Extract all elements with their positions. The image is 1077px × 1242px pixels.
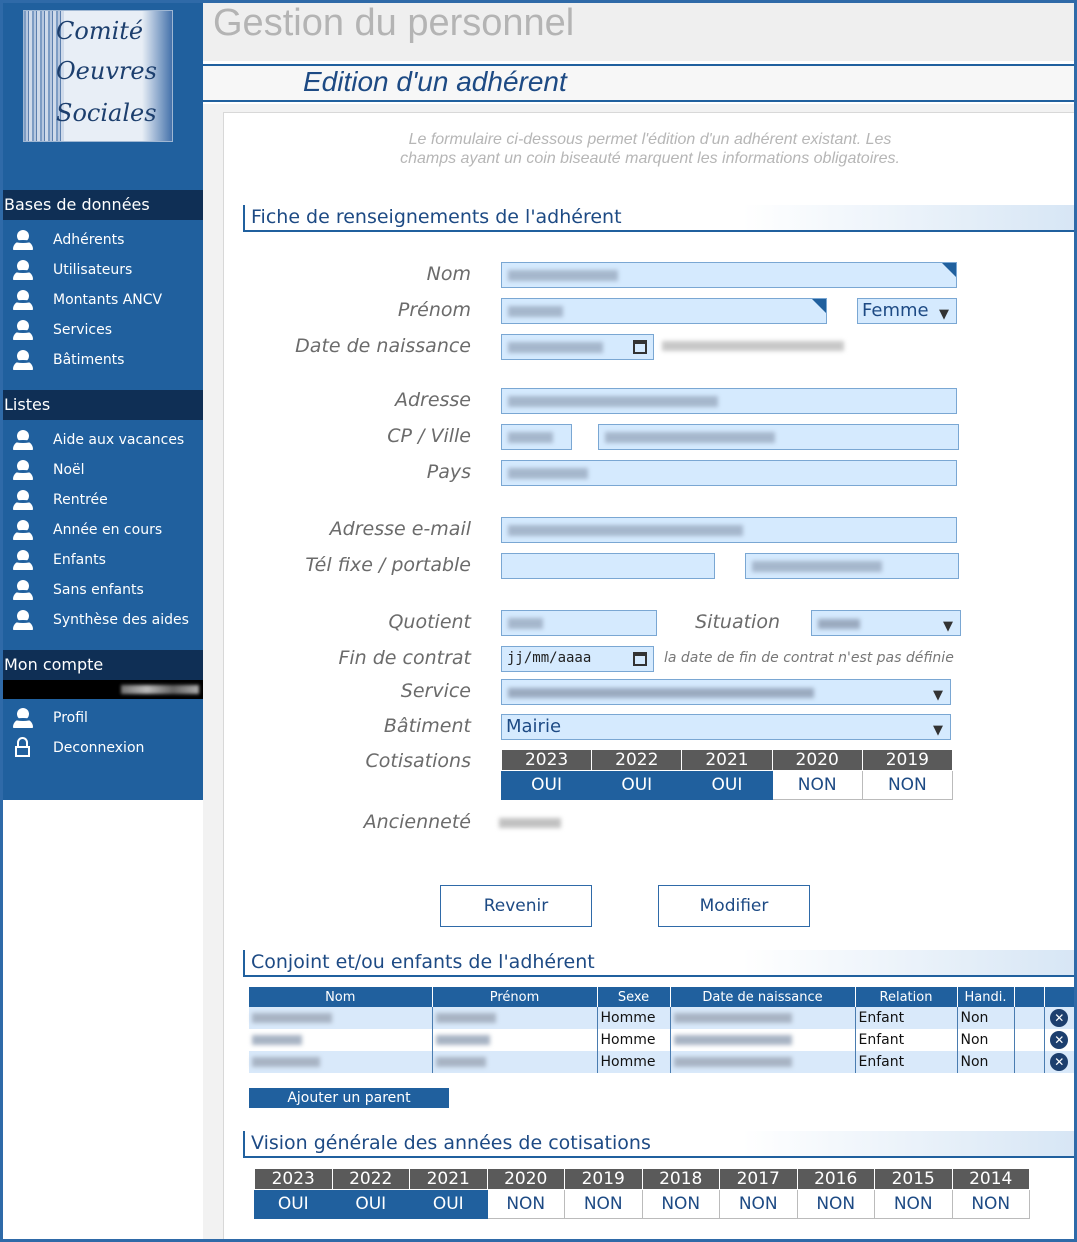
overview-value: OUI (255, 1190, 333, 1219)
sidebar-item-label: Utilisateurs (53, 262, 133, 278)
chevron-down-icon: ▼ (933, 688, 943, 703)
fin-contrat-placeholder: jj/mm/aaaa (507, 650, 592, 666)
batiment-value: Mairie (506, 716, 562, 737)
sidebar-item-label: Enfants (53, 552, 106, 568)
pays-field[interactable] (501, 460, 957, 486)
sidebar-item-label: Noël (53, 462, 85, 478)
user-icon (13, 289, 33, 311)
age-text-redacted (662, 341, 844, 351)
cell-empty (1014, 1007, 1044, 1029)
overview-year: 2022 (332, 1169, 410, 1190)
sidebar-item-label: Adhérents (53, 232, 125, 248)
cotisation-toggle[interactable]: NON (772, 771, 862, 800)
cell-delete (1044, 1029, 1074, 1051)
cell-relation: Enfant (855, 1051, 957, 1073)
anciennete-value-redacted (499, 818, 561, 828)
section-header-family: Conjoint et/ou enfants de l'adhérent (243, 950, 1074, 977)
sidebar-item-enfants[interactable] (3, 545, 203, 575)
overview-value: OUI (332, 1190, 410, 1219)
sidebar-item-adherents[interactable] (3, 225, 203, 255)
batiment-select[interactable] (501, 714, 951, 740)
cotisations-table (501, 749, 953, 800)
cp-field[interactable] (501, 424, 572, 450)
sidebar-item-label: Aide aux vacances (53, 432, 185, 448)
overview-value: NON (875, 1190, 953, 1219)
email-field[interactable] (501, 517, 957, 543)
overview-value: NON (952, 1190, 1030, 1219)
cell-prenom (432, 1051, 597, 1073)
cell-handi: Non (957, 1029, 1014, 1051)
chevron-down-icon: ▼ (939, 307, 949, 322)
table-row (249, 1029, 1074, 1051)
label-date-naissance: Date de naissance (295, 335, 471, 357)
sidebar-item-label: Sans enfants (53, 582, 144, 598)
label-nom: Nom (426, 263, 471, 285)
sidebar-item-label: Rentrée (53, 492, 108, 508)
label-quotient: Quotient (388, 611, 471, 633)
user-icon (13, 489, 33, 511)
table-row (249, 1007, 1074, 1029)
user-icon (13, 259, 33, 281)
overview-year: 2015 (875, 1169, 953, 1190)
sidebar-item-noel[interactable] (3, 455, 203, 485)
sidebar-item-synthese[interactable] (3, 605, 203, 635)
sidebar-item-services[interactable] (3, 315, 203, 345)
user-icon (13, 549, 33, 571)
sidebar-item-annee-en-cours[interactable] (3, 515, 203, 545)
column-header: Relation (855, 987, 957, 1007)
intro-text: Le formulaire ci-dessous permet l'édition d'un adhérent existant. Les champs ayant un coin biseauté marquent les informations obligatoires. (400, 131, 900, 167)
sidebar-item-label: Deconnexion (53, 740, 145, 756)
overview-year: 2014 (952, 1169, 1030, 1190)
ville-field[interactable] (598, 424, 959, 450)
tel-portable-field[interactable] (745, 553, 959, 579)
cotisation-year: 2020 (772, 750, 862, 771)
account-name-redacted (121, 685, 199, 694)
label-service: Service (400, 680, 471, 702)
family-table (249, 987, 1074, 1073)
cell-sexe: Homme (597, 1007, 670, 1029)
label-adresse: Adresse (394, 389, 471, 411)
situation-select[interactable] (811, 610, 961, 636)
overview-value: NON (642, 1190, 720, 1219)
sidebar-item-batiments[interactable] (3, 345, 203, 375)
column-header-actions (1044, 987, 1074, 1007)
delete-icon[interactable]: ✕ (1050, 1031, 1068, 1049)
user-icon (13, 459, 33, 481)
sidebar-item-profil[interactable] (3, 703, 203, 733)
cell-delete (1044, 1051, 1074, 1073)
add-parent-button[interactable]: Ajouter un parent (249, 1088, 449, 1108)
logo-line-3: Sociales (56, 99, 157, 127)
column-header: Prénom (432, 987, 597, 1007)
cell-empty (1014, 1029, 1044, 1051)
overview-year: 2017 (720, 1169, 798, 1190)
cotisation-toggle[interactable]: NON (862, 771, 952, 800)
cotisation-year: 2019 (862, 750, 952, 771)
lock-icon (13, 737, 33, 759)
cell-prenom (432, 1007, 597, 1029)
calendar-icon (633, 340, 647, 354)
cell-sexe: Homme (597, 1029, 670, 1051)
cell-nom (249, 1007, 432, 1029)
cotisation-toggle[interactable]: OUI (502, 771, 592, 800)
sidebar-item-sans-enfants[interactable] (3, 575, 203, 605)
tel-fixe-field[interactable] (501, 553, 715, 579)
user-icon (13, 229, 33, 251)
cell-prenom (432, 1029, 597, 1051)
page-title: Gestion du personnel (213, 2, 575, 44)
fin-contrat-field[interactable] (501, 646, 654, 672)
cell-relation: Enfant (855, 1029, 957, 1051)
user-icon (13, 349, 33, 371)
label-tel: Tél fixe / portable (305, 554, 471, 576)
sidebar-item-label: Profil (53, 710, 88, 726)
sexe-select[interactable] (857, 298, 957, 324)
label-cp-ville: CP / Ville (387, 425, 471, 447)
section-header-member: Fiche de renseignements de l'adhérent (243, 205, 1074, 232)
cell-empty (1014, 1051, 1044, 1073)
sidebar-item-label: Synthèse des aides (53, 612, 189, 628)
sidebar-item-aide-vacances[interactable] (3, 425, 203, 455)
back-button[interactable]: Revenir (440, 885, 592, 927)
sidebar-section-databases: Bases de données (3, 190, 203, 220)
adresse-field[interactable] (501, 388, 957, 414)
sidebar-section-account: Mon compte (3, 650, 203, 680)
cotisation-toggle[interactable]: OUI (592, 771, 682, 800)
logo (23, 10, 173, 142)
sidebar-item-label: Bâtiments (53, 352, 125, 368)
cell-sexe: Homme (597, 1051, 670, 1073)
user-icon (13, 579, 33, 601)
overview-year: 2019 (565, 1169, 643, 1190)
cotisation-toggle[interactable]: OUI (682, 771, 772, 800)
user-icon (13, 609, 33, 631)
service-select[interactable] (501, 679, 951, 705)
label-prenom: Prénom (397, 299, 471, 321)
sidebar-item-label: Montants ANCV (53, 292, 163, 308)
sidebar (3, 3, 203, 800)
prenom-field[interactable] (501, 298, 827, 324)
nom-field[interactable] (501, 262, 957, 288)
quotient-field[interactable] (501, 610, 657, 636)
cell-delete (1044, 1007, 1074, 1029)
logo-line-2: Oeuvres (56, 57, 157, 85)
label-cotisations: Cotisations (365, 750, 471, 772)
cell-date (670, 1051, 855, 1073)
chevron-down-icon: ▼ (933, 723, 943, 738)
sidebar-item-deconnexion[interactable] (3, 733, 203, 763)
column-header: Sexe (597, 987, 670, 1007)
sidebar-section-lists: Listes (3, 390, 203, 420)
column-header-empty (1014, 987, 1044, 1007)
calendar-icon (633, 652, 647, 666)
chevron-down-icon: ▼ (943, 619, 953, 634)
label-anciennete: Ancienneté (363, 811, 471, 833)
sidebar-item-utilisateurs[interactable] (3, 255, 203, 285)
overview-year: 2023 (255, 1169, 333, 1190)
user-icon (13, 319, 33, 341)
overview-year: 2018 (642, 1169, 720, 1190)
overview-year: 2016 (797, 1169, 875, 1190)
column-header: Handi. (957, 987, 1014, 1007)
overview-table (254, 1168, 1030, 1219)
label-email: Adresse e-mail (329, 518, 471, 540)
logo-line-1: Comité (56, 17, 144, 45)
sidebar-item-montants-ancv[interactable] (3, 285, 203, 315)
cotisation-year: 2023 (502, 750, 592, 771)
column-header: Nom (249, 987, 432, 1007)
label-fin-contrat: Fin de contrat (338, 647, 471, 669)
overview-value: OUI (410, 1190, 488, 1219)
date-naissance-field[interactable] (501, 334, 654, 360)
modify-button[interactable]: Modifier (658, 885, 810, 927)
sexe-value: Femme (862, 300, 929, 321)
table-row (249, 1051, 1074, 1073)
overview-value: NON (797, 1190, 875, 1219)
user-icon (13, 519, 33, 541)
overview-value: NON (487, 1190, 565, 1219)
cell-relation: Enfant (855, 1007, 957, 1029)
column-header: Date de naissance (670, 987, 855, 1007)
overview-value: NON (720, 1190, 798, 1219)
label-pays: Pays (426, 461, 471, 483)
overview-year: 2020 (487, 1169, 565, 1190)
sidebar-item-label: Année en cours (53, 522, 163, 538)
cell-nom (249, 1051, 432, 1073)
cell-handi: Non (957, 1007, 1014, 1029)
cell-date (670, 1007, 855, 1029)
cell-date (670, 1029, 855, 1051)
sidebar-item-rentree[interactable] (3, 485, 203, 515)
label-batiment: Bâtiment (383, 715, 471, 737)
page-subtitle: Edition d'un adhérent (303, 66, 567, 97)
cell-nom (249, 1029, 432, 1051)
delete-icon[interactable]: ✕ (1050, 1053, 1068, 1071)
cotisation-year: 2022 (592, 750, 682, 771)
user-icon (13, 707, 33, 729)
sidebar-item-label: Services (53, 322, 113, 338)
overview-year: 2021 (410, 1169, 488, 1190)
user-icon (13, 429, 33, 451)
section-header-overview: Vision générale des années de cotisations (243, 1131, 1074, 1158)
label-situation: Situation (695, 611, 780, 633)
fin-contrat-hint: la date de fin de contrat n'est pas définie (664, 650, 954, 666)
cell-handi: Non (957, 1051, 1014, 1073)
cotisation-year: 2021 (682, 750, 772, 771)
delete-icon[interactable]: ✕ (1050, 1009, 1068, 1027)
overview-value: NON (565, 1190, 643, 1219)
